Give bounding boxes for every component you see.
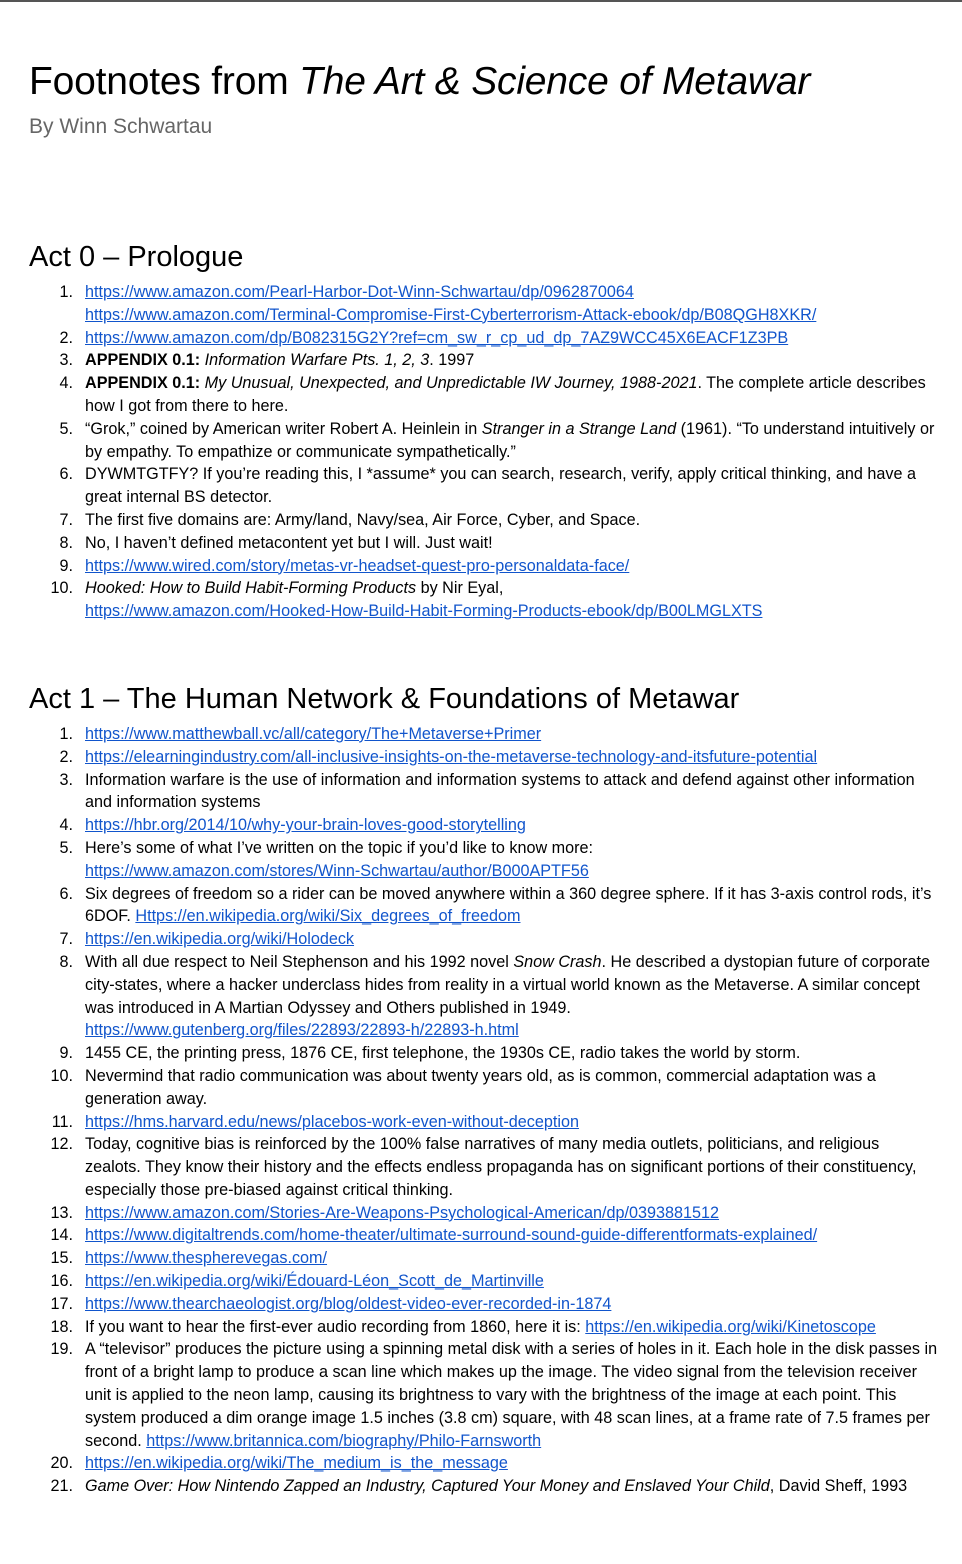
act0-footnote-list — [29, 281, 939, 623]
footnote-number: 2. — [59, 747, 73, 766]
footnote-text: . The complete article describes how I got from there to here. — [85, 374, 926, 415]
footnote-link[interactable]: https://www.matthewball.vc/all/category/The+Metaverse+Primer — [85, 724, 542, 743]
footnote-link[interactable]: https://www.britannica.com/biography/Philo-Farnsworth — [146, 1431, 542, 1450]
footnote-number: 15. — [50, 1249, 73, 1268]
footnote-text: Today, cognitive bias is reinforced by the 100% false narratives of many media outlets, politicians, and religious zealots. They know their history and the effects endless propaganda has on significant portions of their constituency, especially those pre-biased against critical thinking. — [85, 1135, 917, 1199]
footnote-item — [29, 509, 939, 532]
footnote-link[interactable]: https://en.wikipedia.org/wiki/The_medium_is_the_message — [85, 1454, 508, 1473]
footnote-number: 14. — [50, 1226, 73, 1245]
footnote-link[interactable]: https://www.gutenberg.org/files/22893/22893-h/22893-h.html — [85, 1021, 519, 1040]
footnote-text: . 1997 — [429, 351, 475, 370]
document-title — [29, 58, 939, 106]
act1-footnote-list — [29, 723, 939, 1498]
footnote-item — [29, 1338, 939, 1452]
footnote-number: 19. — [50, 1340, 73, 1359]
footnote-number: 8. — [59, 533, 73, 552]
footnote-number: 12. — [50, 1135, 73, 1154]
footnote-link[interactable]: https://www.wired.com/story/metas-vr-headset-quest-pro-personaldata-face/ — [85, 556, 630, 575]
footnote-text: , David Sheff, 1993 — [769, 1477, 908, 1496]
footnote-number: 16. — [50, 1272, 73, 1291]
footnote-italic: Stranger in a Strange Land — [481, 419, 677, 438]
footnote-item — [29, 1270, 939, 1293]
footnote-item — [29, 418, 939, 464]
footnote-number: 17. — [50, 1294, 73, 1313]
footnote-number: 7. — [59, 930, 73, 949]
footnote-number: 10. — [50, 579, 73, 598]
footnote-item — [29, 883, 939, 929]
footnote-item — [29, 746, 939, 769]
footnote-number: 3. — [59, 351, 73, 370]
footnote-link[interactable]: https://www.amazon.com/Stories-Are-Weapons-Psychological-American/dp/0393881512 — [85, 1203, 720, 1222]
footnote-item — [29, 837, 939, 883]
footnote-link[interactable]: Https://en.wikipedia.org/wiki/Six_degrees_of_freedom — [135, 907, 521, 926]
footnote-item — [29, 769, 939, 815]
footnote-number: 4. — [59, 374, 73, 393]
footnote-number: 1. — [59, 283, 73, 301]
footnote-link[interactable]: https://www.digitaltrends.com/home-theater/ultimate-surround-sound-guide-differentformats-explained/ — [85, 1226, 818, 1245]
footnote-number: 2. — [59, 328, 73, 347]
footnote-text: by Nir Eyal, — [416, 579, 504, 598]
footnote-link[interactable]: https://www.amazon.com/stores/Winn-Schwartau/author/B000APTF56 — [85, 861, 589, 880]
act1-heading: Act 1 – The Human Network & Foundations of Metawar — [29, 682, 740, 715]
footnote-text: With all due respect to Neil Stephenson and his 1992 novel — [85, 952, 514, 971]
title-book: The Art & Science of Metawar — [299, 60, 811, 103]
footnote-number: 11. — [51, 1112, 73, 1131]
footnote-item — [29, 1316, 939, 1339]
footnote-item — [29, 951, 939, 1042]
footnote-number: 20. — [50, 1454, 73, 1473]
footnote-number: 9. — [59, 556, 73, 575]
footnote-link[interactable]: https://en.wikipedia.org/wiki/Holodeck — [85, 930, 355, 949]
footnote-number: 21. — [50, 1477, 73, 1496]
footnote-number: 18. — [50, 1317, 73, 1336]
footnote-number: 6. — [59, 465, 73, 484]
act0-heading: Act 0 – Prologue — [29, 241, 244, 273]
author-line: By Winn Schwartau — [29, 115, 213, 138]
footnote-item — [29, 577, 939, 623]
footnote-italic: Information Warfare Pts. 1, 2, 3 — [204, 351, 430, 370]
footnote-item — [29, 814, 939, 837]
footnote-text: The first five domains are: Army/land, Navy/sea, Air Force, Cyber, and Space. — [85, 510, 641, 529]
footnote-link[interactable]: https://en.wikipedia.org/wiki/Édouard-Léon_Scott_de_Martinville — [85, 1272, 544, 1291]
footnote-italic: Hooked: How to Build Habit-Forming Products — [85, 579, 417, 598]
appendix-label: APPENDIX 0.1: — [85, 351, 201, 370]
footnote-link[interactable]: https://en.wikipedia.org/wiki/Kinetoscope — [585, 1317, 876, 1336]
footnote-item — [29, 1065, 939, 1111]
footnote-italic: My Unusual, Unexpected, and Unpredictable IW Journey, 1988-2021 — [204, 374, 698, 393]
footnote-item — [29, 723, 939, 746]
footnote-number: 3. — [59, 770, 73, 789]
footnote-item — [29, 349, 939, 372]
footnote-text: “Grok,” coined by American writer Robert A. Heinlein in — [85, 419, 482, 438]
footnote-item — [29, 1202, 939, 1225]
footnote-link[interactable]: https://www.amazon.com/Hooked-How-Build-Habit-Forming-Products-ebook/dp/B00LMGLXTS — [85, 602, 763, 621]
footnote-number: 1. — [59, 724, 73, 743]
footnote-text: If you want to hear the first-ever audio recording from 1860, here it is: — [85, 1317, 581, 1336]
footnote-link[interactable]: https://elearningindustry.com/all-inclusive-insights-on-the-metaverse-technology-and-itsfuture-potential — [85, 747, 818, 766]
footnote-text: (1961). “To understand intuitively or by empathy. To empathize or communicate sympathetically.” — [85, 419, 935, 461]
footnote-item — [29, 1133, 939, 1201]
footnote-link[interactable]: https://www.thespherevegas.com/ — [85, 1249, 328, 1268]
footnote-text: A “televisor” produces the picture using a spinning metal disk with a series of holes in it. Each hole in the disk passes in front of a bright lamp to produce a scan line which makes up the image. The video signal from the television receiver unit is applied to the neon lamp, causing its brightness to vary with the brightness of the image at each point. This system produced a dim orange image 1.5 inches (3.8 cm) square, with 48 scan lines, at a frame rate of 7.5 frames per second. — [85, 1340, 938, 1450]
footnote-italic: Game Over: How Nintendo Zapped an Industry, Captured Your Money and Enslaved Your Child — [85, 1477, 770, 1496]
footnote-text: . He described a dystopian future of corporate city-states, where a hacker underclass hides from reality in a virtual world known as the Metaverse. A similar concept was introduced in A Martian Odyssey and Others published in 1949. — [85, 952, 930, 1017]
footnote-text: Six degrees of freedom so a rider can be moved anywhere within a 360 degree sphere. If it has 3-axis control rods, it’s 6DOF. — [85, 884, 932, 926]
top-border — [0, 0, 962, 2]
footnote-text: No, I haven’t defined metacontent yet but I will. Just wait! — [85, 533, 493, 552]
footnote-item — [29, 532, 939, 555]
footnote-item — [29, 1111, 939, 1134]
footnote-item — [29, 1224, 939, 1247]
footnote-item — [29, 928, 939, 951]
footnote-number: 13. — [50, 1203, 73, 1222]
footnote-item — [29, 1452, 939, 1475]
footnote-text: Nevermind that radio communication was about twenty years old, as is common, commercial adaptation was a generation away. — [85, 1066, 876, 1108]
footnote-item — [29, 1247, 939, 1270]
footnote-item — [29, 555, 939, 578]
footnote-number: 10. — [50, 1066, 73, 1085]
footnote-number: 5. — [59, 419, 73, 438]
footnote-number: 6. — [59, 884, 73, 903]
footnote-link[interactable]: https://www.amazon.com/dp/B082315G2Y?ref=cm_sw_r_cp_ud_dp_7AZ9WCC45X6EACF1Z3PB — [85, 328, 789, 347]
title-prefix: Footnotes from — [29, 60, 300, 103]
appendix-label: APPENDIX 0.1: — [85, 374, 201, 393]
footnote-item — [29, 1042, 939, 1065]
footnote-link[interactable]: https://www.amazon.com/Pearl-Harbor-Dot-Winn-Schwartau/dp/0962870064 — [85, 283, 634, 301]
footnote-number: 5. — [59, 838, 73, 857]
footnote-text: Here’s some of what I’ve written on the topic if you’d like to know more: — [85, 838, 594, 857]
footnote-item — [29, 463, 939, 509]
footnote-text: 1455 CE, the printing press, 1876 CE, first telephone, the 1930s CE, radio takes the world by storm. — [85, 1044, 801, 1063]
footnote-link[interactable]: https://www.amazon.com/Terminal-Compromise-First-Cyberterrorism-Attack-ebook/dp/B08QGH8XKR/ — [85, 305, 817, 324]
footnote-italic: Snow Crash — [513, 952, 602, 971]
footnote-number: 7. — [59, 510, 73, 529]
footnote-text: Information warfare is the use of information and information systems to attack and defend against other information and information systems — [85, 770, 915, 812]
footnote-item — [29, 1293, 939, 1316]
document-page — [29, 58, 939, 1498]
footnote-number: 9. — [59, 1044, 73, 1063]
footnote-item — [29, 372, 939, 418]
footnote-item — [29, 1475, 939, 1498]
footnote-link[interactable]: https://hbr.org/2014/10/why-your-brain-loves-good-storytelling — [85, 816, 526, 835]
footnote-item — [29, 281, 939, 327]
footnote-link[interactable]: https://hms.harvard.edu/news/placebos-work-even-without-deception — [85, 1112, 579, 1131]
footnote-link[interactable]: https://www.thearchaeologist.org/blog/oldest-video-ever-recorded-in-1874 — [85, 1294, 612, 1313]
footnote-text: DYWMTGTFY? If you’re reading this, I *assume* you can search, research, verify, apply critical thinking, and have a great internal BS detector. — [85, 465, 917, 507]
footnote-item — [29, 327, 939, 350]
footnote-number: 4. — [59, 816, 73, 835]
footnote-number: 8. — [59, 952, 73, 971]
